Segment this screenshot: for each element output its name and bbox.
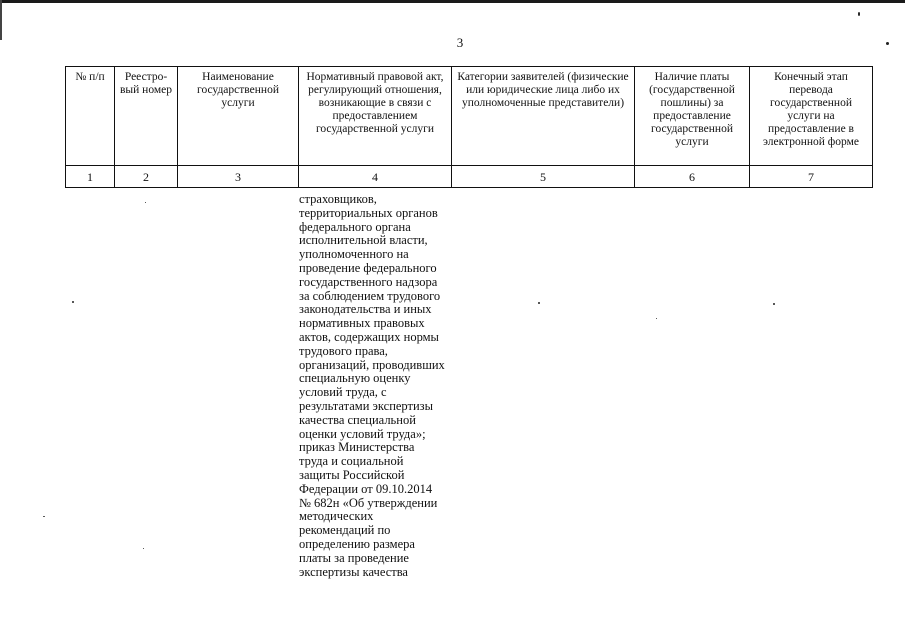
text-line: трудового права, — [299, 343, 388, 358]
text-line: уполномоченного на — [299, 247, 409, 262]
text-line: результатами экспертизы — [299, 398, 434, 413]
services-table — [65, 66, 873, 188]
column-number-cell: 6 — [635, 166, 750, 188]
scan-speck — [656, 318, 657, 319]
text-line: законодательства и иных — [299, 302, 432, 317]
text-line: защиты Российской — [299, 467, 405, 482]
text-line: территориальных органов — [299, 205, 438, 220]
text-line: рекомендаций по — [299, 523, 391, 538]
text-line: № 682н «Об утверждении — [299, 495, 438, 510]
text-line: проведение федерального — [299, 260, 437, 275]
scan-left-edge — [0, 0, 2, 40]
scan-speck — [72, 301, 74, 303]
scan-speck — [145, 202, 146, 203]
column-number-row — [66, 166, 873, 188]
header-cell-legal-act: Нормативный правовой акт, регулирующий отношения, возникающие в связи с предоставлением государственной услуги — [299, 67, 452, 166]
scan-speck — [143, 548, 144, 549]
text-line: методических — [299, 509, 374, 524]
scan-speck — [886, 42, 889, 45]
text-line: оценки условий труда»; — [299, 426, 426, 441]
text-line: актов, содержащих нормы — [299, 329, 439, 344]
header-cell-number: № п/п — [66, 67, 115, 166]
scan-speck — [538, 302, 540, 304]
scan-top-edge — [0, 0, 905, 3]
column-number-cell: 1 — [66, 166, 115, 188]
table-header-row — [66, 67, 873, 166]
text-line: специальную оценку — [299, 371, 411, 386]
text-line: федерального органа — [299, 219, 411, 234]
text-line: Федерации от 09.10.2014 — [299, 481, 433, 496]
text-line: труда и социальной — [299, 454, 404, 469]
header-cell-final-stage: Конечный этап перевода государственной услуги на предоставление в электронной форме — [750, 67, 873, 166]
page-number: 3 — [456, 35, 464, 50]
text-line: экспертизы качества — [299, 564, 408, 579]
header-cell-applicant-categories: Категории заявителей (физические или юридические лица либо их уполномоченные представители) — [452, 67, 635, 166]
column-number-cell: 5 — [452, 166, 635, 188]
header-cell-registry-number: Реестро-вый номер — [115, 67, 178, 166]
text-line: платы за проведение — [299, 550, 409, 565]
scan-speck — [773, 303, 775, 305]
text-line: исполнительной власти, — [299, 233, 428, 248]
text-line: качества специальной — [299, 412, 416, 427]
legal-act-continuation-text — [299, 193, 451, 579]
text-line: нормативных правовых — [299, 316, 425, 331]
scan-speck — [858, 12, 860, 16]
column-number-cell: 2 — [115, 166, 178, 188]
header-cell-fee: Наличие платы (государственной пошлины) за предоставление государственной услуги — [635, 67, 750, 166]
column-number-cell: 4 — [299, 166, 452, 188]
header-cell-service-name: Наименование государственной услуги — [178, 67, 299, 166]
text-line: определению размера — [299, 536, 415, 551]
text-line: государственного надзора — [299, 274, 438, 289]
text-line: за соблюдением трудового — [299, 288, 441, 303]
text-line: страховщиков, — [299, 192, 377, 206]
text-line: приказ Министерства — [299, 440, 415, 455]
scan-speck — [43, 516, 45, 517]
text-line: организаций, проводивших — [299, 357, 445, 372]
column-number-cell: 7 — [750, 166, 873, 188]
column-number-cell: 3 — [178, 166, 299, 188]
text-line: условий труда, с — [299, 385, 387, 400]
